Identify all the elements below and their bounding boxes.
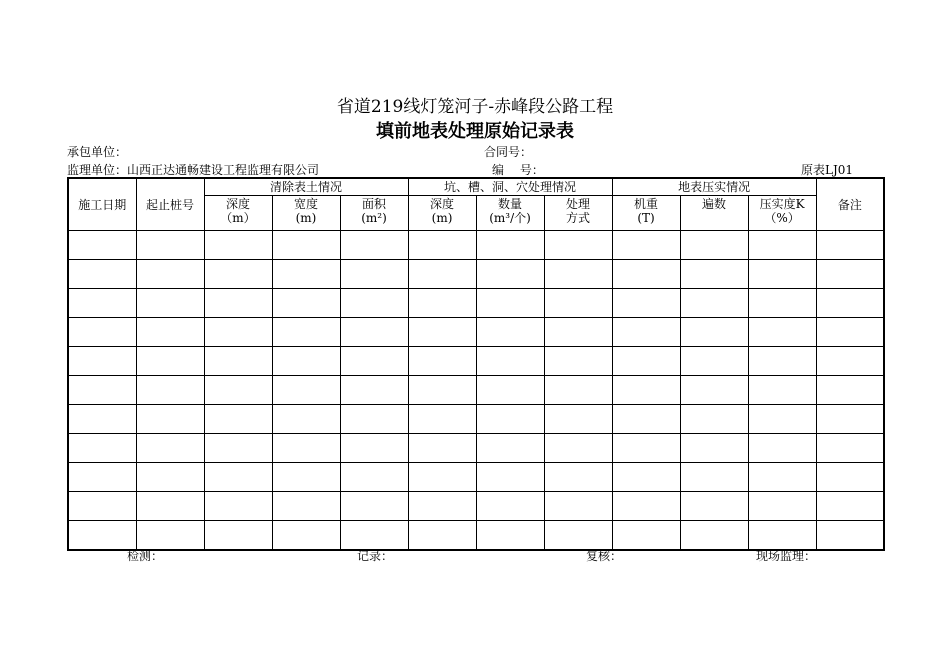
table-cell[interactable] (612, 492, 680, 521)
col-clear-depth: 深度 （m） (204, 196, 272, 231)
table-cell[interactable] (272, 260, 340, 289)
table-cell[interactable] (476, 492, 544, 521)
table-cell[interactable] (272, 492, 340, 521)
table-cell[interactable] (68, 231, 136, 260)
table-cell[interactable] (68, 318, 136, 347)
table-cell[interactable] (748, 289, 816, 318)
table-cell[interactable] (748, 260, 816, 289)
group-ground-compaction: 地表压实情况 (612, 178, 816, 196)
contractor-label: 承包单位： (67, 145, 128, 159)
table-cell[interactable] (476, 521, 544, 551)
table-cell[interactable] (476, 260, 544, 289)
table-cell[interactable] (204, 231, 272, 260)
table-cell[interactable] (816, 521, 884, 551)
table-cell[interactable] (68, 289, 136, 318)
table-cell[interactable] (476, 231, 544, 260)
table-cell[interactable] (340, 231, 408, 260)
table-cell[interactable] (272, 318, 340, 347)
table-cell[interactable] (544, 347, 612, 376)
table-cell[interactable] (544, 231, 612, 260)
table-cell[interactable] (408, 231, 476, 260)
table-cell[interactable] (476, 347, 544, 376)
table-cell[interactable] (68, 492, 136, 521)
table-cell[interactable] (408, 434, 476, 463)
contract-no-label: 合同号： (484, 145, 533, 159)
table-cell[interactable] (612, 521, 680, 551)
table-cell[interactable] (68, 347, 136, 376)
table-cell[interactable] (204, 405, 272, 434)
table-cell[interactable] (680, 289, 748, 318)
table-row (68, 405, 884, 434)
table-cell[interactable] (272, 405, 340, 434)
footer-site-supervisor: 现场监理： (756, 549, 817, 563)
table-cell[interactable] (544, 434, 612, 463)
table-cell[interactable] (612, 260, 680, 289)
table-cell[interactable] (476, 318, 544, 347)
table-cell[interactable] (544, 289, 612, 318)
table-row (68, 260, 884, 289)
form-code: 原表LJ01 (801, 163, 854, 177)
table-cell[interactable] (748, 376, 816, 405)
table-cell[interactable] (408, 521, 476, 551)
table-cell[interactable] (204, 376, 272, 405)
table-cell[interactable] (272, 231, 340, 260)
table-cell[interactable] (680, 318, 748, 347)
table-cell[interactable] (748, 231, 816, 260)
table-cell[interactable] (544, 492, 612, 521)
col-machine-weight: 机重 (T) (612, 196, 680, 231)
table-cell[interactable] (340, 521, 408, 551)
table-row (68, 434, 884, 463)
table-cell[interactable] (680, 376, 748, 405)
table-row (68, 521, 884, 551)
table-cell[interactable] (408, 289, 476, 318)
table-cell[interactable] (476, 376, 544, 405)
group-topsoil-clearing: 清除表土情况 (204, 178, 408, 196)
table-cell[interactable] (612, 434, 680, 463)
table-row (68, 318, 884, 347)
table-cell[interactable] (408, 347, 476, 376)
table-cell[interactable] (476, 289, 544, 318)
table-cell[interactable] (748, 463, 816, 492)
col-pit-count: 数量 (m³/个) (476, 196, 544, 231)
table-cell[interactable] (544, 405, 612, 434)
table-row (68, 376, 884, 405)
table-cell[interactable] (136, 405, 204, 434)
col-construction-date: 施工日期 (68, 178, 136, 231)
table-row (68, 463, 884, 492)
table-cell[interactable] (680, 260, 748, 289)
table-cell[interactable] (340, 260, 408, 289)
table-cell[interactable] (816, 405, 884, 434)
table-cell[interactable] (272, 434, 340, 463)
table-cell[interactable] (748, 405, 816, 434)
table-cell[interactable] (136, 347, 204, 376)
table-cell[interactable] (340, 289, 408, 318)
table-cell[interactable] (408, 463, 476, 492)
table-cell[interactable] (476, 405, 544, 434)
table-cell[interactable] (680, 405, 748, 434)
table-cell[interactable] (68, 463, 136, 492)
table-cell[interactable] (408, 318, 476, 347)
table-cell[interactable] (816, 492, 884, 521)
table-row (68, 492, 884, 521)
table-cell[interactable] (612, 347, 680, 376)
table-cell[interactable] (204, 463, 272, 492)
table-row (68, 347, 884, 376)
table-cell[interactable] (340, 347, 408, 376)
table-cell[interactable] (408, 260, 476, 289)
table-cell[interactable] (340, 463, 408, 492)
table-cell[interactable] (136, 318, 204, 347)
table-cell[interactable] (680, 492, 748, 521)
table-cell[interactable] (136, 376, 204, 405)
table-cell[interactable] (136, 492, 204, 521)
table-cell[interactable] (136, 434, 204, 463)
table-cell[interactable] (612, 376, 680, 405)
table-cell[interactable] (136, 521, 204, 551)
table-cell[interactable] (544, 463, 612, 492)
table-cell[interactable] (680, 347, 748, 376)
table-cell[interactable] (204, 347, 272, 376)
form-title: 填前地表处理原始记录表 (376, 121, 574, 142)
col-pit-method: 处理 方式 (544, 196, 612, 231)
table-cell[interactable] (816, 376, 884, 405)
table-cell[interactable] (204, 289, 272, 318)
table-cell[interactable] (136, 231, 204, 260)
table-cell[interactable] (68, 260, 136, 289)
col-station-range: 起止桩号 (136, 178, 204, 231)
group-pit-treatment: 坑、槽、洞、穴处理情况 (408, 178, 612, 196)
table-cell[interactable] (272, 376, 340, 405)
table-cell[interactable] (680, 521, 748, 551)
table-cell[interactable] (816, 260, 884, 289)
table-cell[interactable] (204, 318, 272, 347)
table-cell[interactable] (68, 434, 136, 463)
project-title: 省道219线灯笼河子-赤峰段公路工程 (336, 97, 614, 117)
table-cell[interactable] (748, 318, 816, 347)
table-cell[interactable] (612, 463, 680, 492)
footer-review: 复核： (586, 549, 623, 563)
table-cell[interactable] (408, 492, 476, 521)
col-compaction-k: 压实度K （%） (748, 196, 816, 231)
table-cell[interactable] (272, 289, 340, 318)
table-cell[interactable] (136, 289, 204, 318)
table-cell[interactable] (544, 318, 612, 347)
table-cell[interactable] (340, 405, 408, 434)
table-cell[interactable] (68, 521, 136, 551)
table-cell[interactable] (408, 376, 476, 405)
table-cell[interactable] (476, 463, 544, 492)
table-cell[interactable] (544, 260, 612, 289)
table-cell[interactable] (340, 434, 408, 463)
table-cell[interactable] (340, 318, 408, 347)
table-cell[interactable] (136, 260, 204, 289)
table-cell[interactable] (340, 492, 408, 521)
table-cell[interactable] (408, 405, 476, 434)
col-clear-area: 面积 (m²) (340, 196, 408, 231)
table-cell[interactable] (748, 492, 816, 521)
serial-no-label: 编 号： (492, 163, 544, 177)
table-cell[interactable] (816, 434, 884, 463)
table-cell[interactable] (680, 231, 748, 260)
table-cell[interactable] (68, 405, 136, 434)
table-cell[interactable] (748, 434, 816, 463)
table-cell[interactable] (272, 347, 340, 376)
table-cell[interactable] (476, 434, 544, 463)
supervisor-label: 监理单位：山西正达通畅建设工程监理有限公司 (67, 163, 320, 177)
col-pit-depth: 深度 (m) (408, 196, 476, 231)
table-cell[interactable] (204, 521, 272, 551)
table-cell[interactable] (204, 260, 272, 289)
table-cell[interactable] (612, 405, 680, 434)
table-cell[interactable] (816, 231, 884, 260)
table-cell[interactable] (544, 376, 612, 405)
table-cell[interactable] (816, 463, 884, 492)
table-cell[interactable] (204, 434, 272, 463)
table-cell[interactable] (680, 463, 748, 492)
col-clear-width: 宽度 (m) (272, 196, 340, 231)
table-cell[interactable] (204, 492, 272, 521)
table-cell[interactable] (272, 521, 340, 551)
table-cell[interactable] (816, 347, 884, 376)
table-cell[interactable] (612, 318, 680, 347)
table-cell[interactable] (748, 521, 816, 551)
table-cell[interactable] (816, 289, 884, 318)
table-cell[interactable] (612, 289, 680, 318)
table-cell[interactable] (68, 376, 136, 405)
col-remark: 备注 (816, 178, 884, 231)
table-cell[interactable] (680, 434, 748, 463)
table-row (68, 231, 884, 260)
table-row (68, 289, 884, 318)
table-cell[interactable] (816, 318, 884, 347)
table-cell[interactable] (748, 347, 816, 376)
table-cell[interactable] (612, 231, 680, 260)
table-cell[interactable] (272, 463, 340, 492)
col-passes: 遍数 (680, 196, 748, 231)
footer-inspect: 检测： (127, 549, 164, 563)
table-cell[interactable] (136, 463, 204, 492)
footer-record: 记录： (357, 549, 394, 563)
table-cell[interactable] (544, 521, 612, 551)
record-table (67, 177, 885, 551)
table-cell[interactable] (340, 376, 408, 405)
